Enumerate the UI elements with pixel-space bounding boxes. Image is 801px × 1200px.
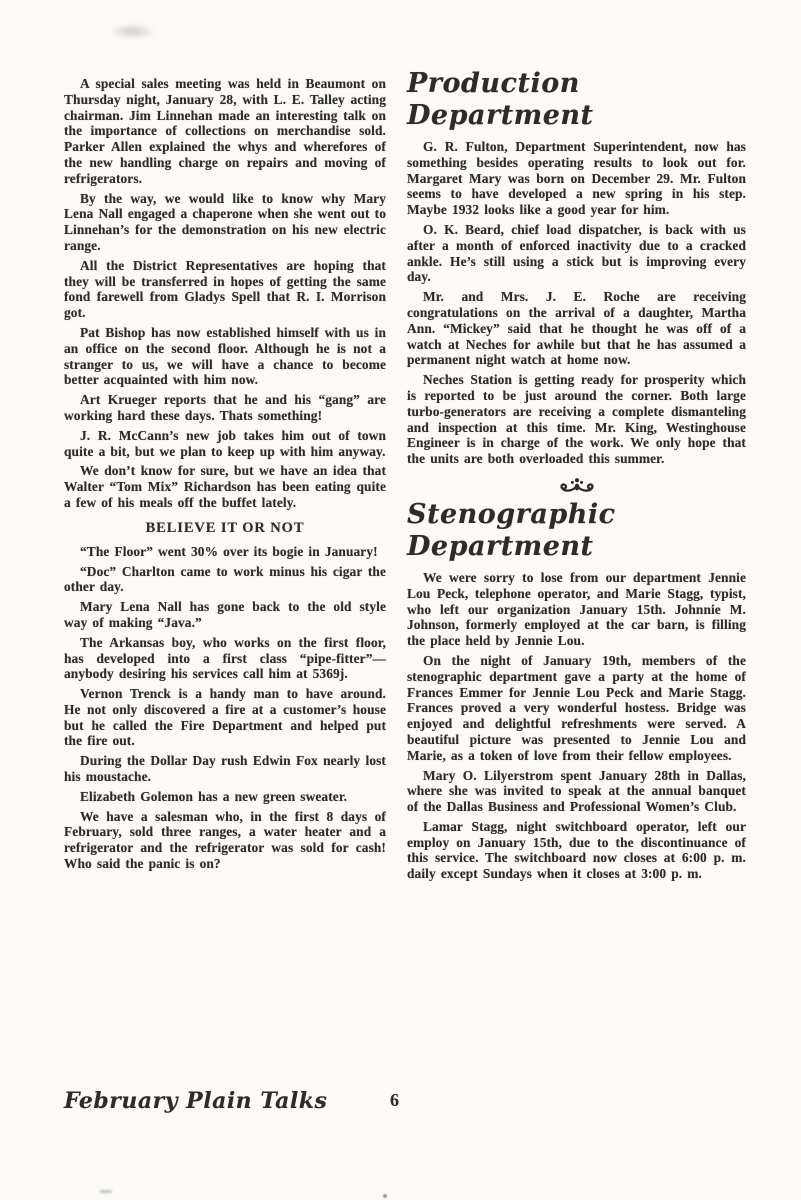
news-paragraph: We were sorry to lose from our department Jennie Lou Peck, telephone operator, and Marie Stagg, typist, who left our organization January 15th. Johnnie M. Johnson, formerly employed at the car barn, is filling the place held by Jennie Lou.: [407, 569, 746, 649]
scan-speck: [383, 1194, 387, 1198]
news-paragraph: G. R. Fulton, Department Superintendent, now has something besides operating results to look out for. Margaret Mary was born on December 29. Mr. Fulton seems to have developed a new spring in his step. Maybe 1932 looks like a good year for him.: [407, 139, 746, 218]
news-paragraph: Pat Bishop has now established himself with us in an office on the second floor. Although he is not a stranger to us, we will have a chance to become better acquainted with him now.: [64, 324, 386, 388]
scan-smudge: [110, 24, 156, 39]
news-paragraph: The Arkansas boy, who works on the first floor, has developed into a first class “pipe-fitter”—anybody desiring his services call him at 5369j.: [64, 634, 386, 682]
believe-it-or-not-heading: BELIEVE IT OR NOT: [145, 519, 305, 536]
footer-newsletter-title: February Plain Talks: [64, 1088, 328, 1114]
news-paragraph: A special sales meeting was held in Beaumont on Thursday night, January 28, with L. E. Talley acting chairman. Jim Linnehan made an interesting talk on the importance of collections on merchandise sold. Parker Allen explained the whys and wherefores of the new handling charge on repairs and moving of refrigerators.: [64, 76, 386, 186]
news-paragraph: All the District Representatives are hoping that they will be transferred in hopes of getting the same fond farewell from Gladys Spell that R. I. Morrison got.: [64, 257, 386, 321]
news-paragraph: “Doc” Charlton came to work minus his cigar the other day.: [64, 563, 386, 595]
news-paragraph: Mary Lena Nall has gone back to the old style way of making “Java.”: [64, 599, 386, 630]
scan-speck: [100, 1190, 112, 1193]
news-paragraph: Mary O. Lilyerstrom spent January 28th in Dallas, where she was invited to speak at the annual banquet of the Dallas Business and Professional Women’s Club.: [407, 767, 746, 815]
news-paragraph: We have a salesman who, in the first 8 days of February, sold three ranges, a water heater and a refrigerator and the refrigerator was sold for cash! Who said the panic is on?: [64, 808, 386, 872]
news-paragraph: By the way, we would like to know why Mary Lena Nall engaged a chaperone when she went out to Linnehan’s for the demonstration on his new electric range.: [64, 190, 386, 253]
production-department-heading: Production Department: [407, 68, 594, 131]
fleuron-icon: [407, 476, 746, 496]
news-paragraph: Art Krueger reports that he and his “gang” are working hard these days. Thats something!: [64, 392, 386, 423]
news-paragraph: Mr. and Mrs. J. E. Roche are receiving congratulations on the arrival of a daughter, Martha Ann. “Mickey” said that he thought he was off of a watch at Neches for awhile but that he has assumed a permanent night watch at home now.: [407, 289, 746, 368]
news-paragraph: “The Floor” went 30% over its bogie in January!: [80, 543, 378, 559]
news-paragraph: During the Dollar Day rush Edwin Fox nearly lost his moustache.: [64, 753, 386, 785]
news-paragraph: On the night of January 19th, members of the stenographic department gave a party at the home of Frances Emmer for Jennie Lou Peck and Marie Stagg. Frances proved a very wonderful hostess. Bridge was enjoyed and delightful refreshments were served. A beautiful picture was presented to Jennie Lou and Marie, as a token of love from their fellow employees.: [407, 652, 746, 763]
news-paragraph: Elizabeth Golemon has a new green sweater.: [80, 788, 348, 804]
stenographic-department-heading: Stenographic Department: [407, 498, 616, 562]
news-paragraph: O. K. Beard, chief load dispatcher, is back with us after a month of enforced inactivity due to a cracked ankle. He’s still using a stick but is improving every day.: [407, 221, 746, 285]
news-paragraph: Neches Station is getting ready for prosperity which is reported to be just around the corner. Both large turbo-generators are receiving a complete dismanteling and inspection at this time. Mr. King, Westinghouse Engineer is in charge of the work. We only hope that the units are both overloaded this summer.: [407, 372, 746, 467]
page-number: 6: [390, 1090, 399, 1110]
news-paragraph: Lamar Stagg, night switchboard operator, left our employ on January 15th, due to the discontinuance of this service. The switchboard now closes at 6:00 p. m. daily except Sundays when it closes at 3:00 p. m.: [407, 818, 746, 882]
news-paragraph: J. R. McCann’s new job takes him out of town quite a bit, but we plan to keep up with him anyway.: [64, 427, 386, 459]
left-column: [64, 76, 386, 872]
right-column: [407, 68, 746, 882]
news-paragraph: We don’t know for sure, but we have an idea that Walter “Tom Mix” Richardson has been eating quite a few of his meals off the buffet lately.: [64, 463, 386, 510]
news-paragraph: Vernon Trenck is a handy man to have around. He not only discovered a fire at a customer’s house but he called the Fire Department and helped put the fire out.: [64, 686, 386, 749]
